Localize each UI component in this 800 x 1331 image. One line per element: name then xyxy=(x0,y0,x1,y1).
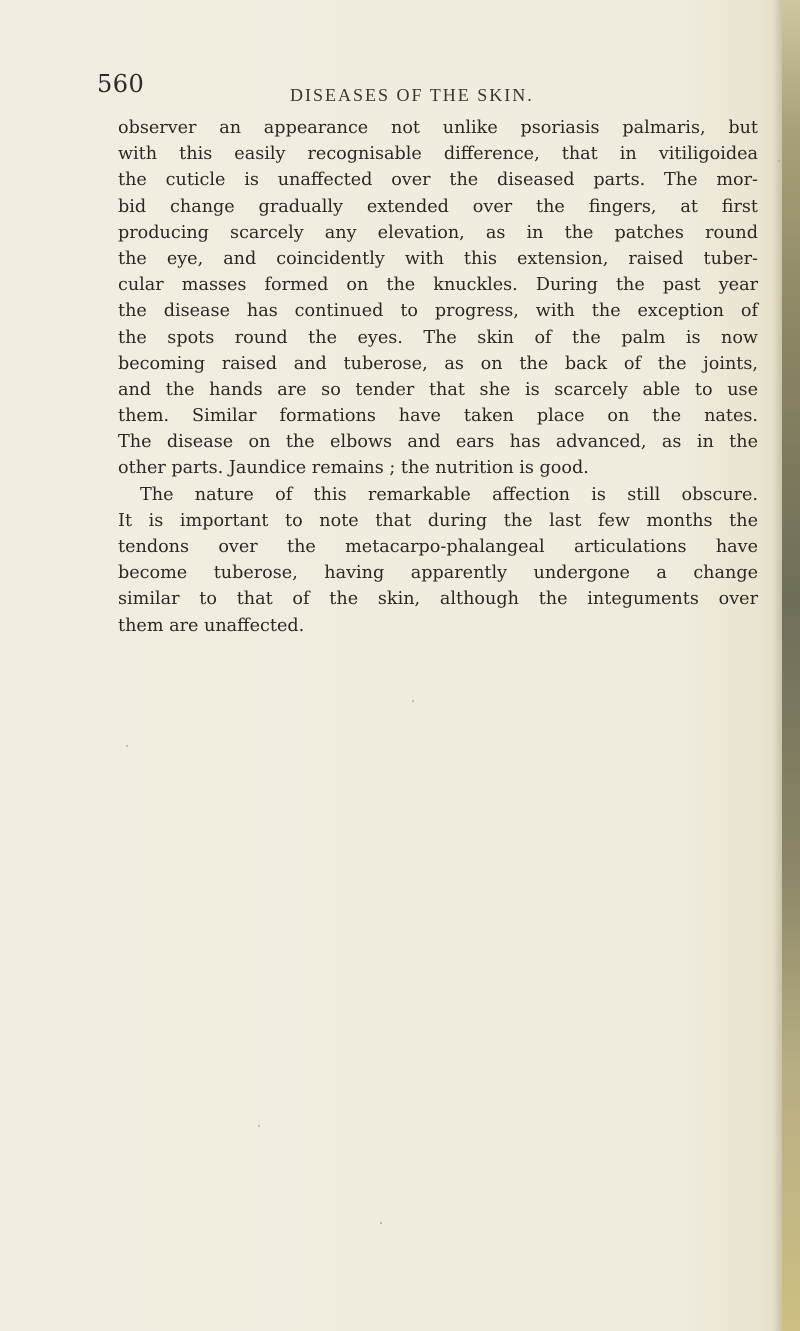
text-line: The disease on the elbows and ears has advanced, as in the xyxy=(118,432,758,453)
page-number: 560 xyxy=(97,70,145,98)
text-line: observer an appearance not unlike psoriasis palmaris, but xyxy=(118,118,758,138)
text-line: the cuticle is unaffected over the diseased parts. The mor- xyxy=(118,170,758,191)
running-head: DISEASES OF THE SKIN. xyxy=(290,85,534,105)
text-line: the eye, and coincidently with this extension, raised tuber- xyxy=(118,248,758,269)
text-line: with this easily recognisable difference, that in vitiligoidea xyxy=(118,144,758,165)
text-line: and the hands are so tender that she is scarcely able to use xyxy=(118,379,758,400)
text-line: The nature of this remarkable affection is still obscure. xyxy=(140,484,758,505)
body-text xyxy=(118,115,758,639)
paper-speck xyxy=(258,1125,260,1127)
text-line: the spots round the eyes. The skin of the palm is now xyxy=(118,327,758,348)
text-line: similar to that of the skin, although the integuments over xyxy=(118,589,758,610)
text-line: becoming raised and tuberose, as on the back of the joints, xyxy=(118,353,758,374)
text-line: cular masses formed on the knuckles. During the past year xyxy=(118,275,758,296)
paper-speck xyxy=(126,745,128,747)
text-line: them. Similar formations have taken place on the nates. xyxy=(118,406,758,427)
page-edge-shadow xyxy=(772,0,782,1331)
paper-speck xyxy=(778,160,780,162)
paper-speck xyxy=(380,1222,382,1224)
text-line: become tuberose, having apparently undergone a change xyxy=(118,563,758,584)
text-line: It is important to note that during the last few months the xyxy=(118,510,758,531)
text-line: them are unaffected. xyxy=(118,615,305,636)
text-line: the disease has continued to progress, with the exception of xyxy=(118,301,758,322)
text-line: producing scarcely any elevation, as in the patches round xyxy=(118,222,758,243)
text-line: other parts. Jaundice remains ; the nutrition is good. xyxy=(118,458,589,479)
page-edge xyxy=(782,0,800,1331)
text-line: bid change gradually extended over the fingers, at first xyxy=(118,196,758,217)
text-line: tendons over the metacarpo-phalangeal articulations have xyxy=(118,537,758,557)
paper-speck xyxy=(412,700,414,702)
